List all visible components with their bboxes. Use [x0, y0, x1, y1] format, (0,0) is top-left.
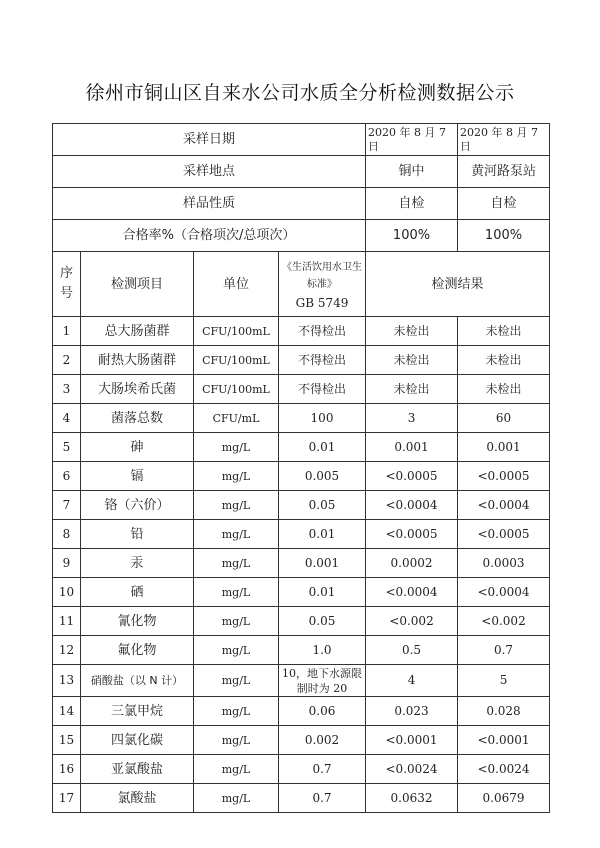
row-number: 1	[53, 317, 81, 346]
row-number: 9	[53, 549, 81, 578]
row-number: 6	[53, 462, 81, 491]
row-item: 大肠埃希氏菌	[81, 375, 194, 404]
row-item: 氰化物	[81, 607, 194, 636]
row-standard: 100	[279, 404, 366, 433]
row-standard: 0.06	[279, 697, 366, 726]
row-standard: 0.01	[279, 578, 366, 607]
row-item: 汞	[81, 549, 194, 578]
pass-rate-label: 合格率%（合格项次/总项次）	[53, 220, 366, 252]
row-result-1: 3	[366, 404, 458, 433]
row-unit: mg/L	[194, 636, 279, 665]
row-number: 15	[53, 726, 81, 755]
row-result-2: <0.002	[458, 607, 550, 636]
sample-nature-1: 自检	[366, 188, 458, 220]
row-result-1: <0.0004	[366, 491, 458, 520]
row-unit: mg/L	[194, 784, 279, 813]
row-unit: mg/L	[194, 665, 279, 697]
row-standard: 0.05	[279, 607, 366, 636]
row-item: 耐热大肠菌群	[81, 346, 194, 375]
table-row	[53, 578, 550, 607]
row-result-2: 0.0679	[458, 784, 550, 813]
table-row	[53, 491, 550, 520]
row-item: 氟化物	[81, 636, 194, 665]
table-row	[53, 607, 550, 636]
row-item: 硒	[81, 578, 194, 607]
row-standard: 0.005	[279, 462, 366, 491]
table-row	[53, 665, 550, 697]
row-item: 铬（六价）	[81, 491, 194, 520]
pass-rate-row	[53, 220, 550, 252]
table-row	[53, 433, 550, 462]
row-result-1: 0.0002	[366, 549, 458, 578]
pass-rate-1: 100%	[366, 220, 458, 252]
table-row	[53, 520, 550, 549]
data-rows	[53, 317, 550, 813]
row-standard: 10，地下水源限制时为 20	[279, 665, 366, 697]
sample-date-row	[53, 124, 550, 156]
standard-code: GB 5749	[295, 296, 349, 310]
col-seq-header: 序号	[53, 252, 81, 317]
row-number: 10	[53, 578, 81, 607]
row-result-1: 0.5	[366, 636, 458, 665]
sample-date-2: 2020 年 8 月 7 日	[458, 124, 550, 156]
row-item: 砷	[81, 433, 194, 462]
row-result-2: <0.0001	[458, 726, 550, 755]
row-result-1: <0.0005	[366, 462, 458, 491]
row-number: 2	[53, 346, 81, 375]
row-item: 菌落总数	[81, 404, 194, 433]
row-result-1: 0.001	[366, 433, 458, 462]
row-standard: 0.002	[279, 726, 366, 755]
row-item: 镉	[81, 462, 194, 491]
row-number: 16	[53, 755, 81, 784]
row-unit: CFU/100mL	[194, 346, 279, 375]
row-unit: CFU/100mL	[194, 317, 279, 346]
table-row	[53, 549, 550, 578]
row-result-2: <0.0005	[458, 520, 550, 549]
row-unit: mg/L	[194, 549, 279, 578]
row-number: 17	[53, 784, 81, 813]
sample-site-row	[53, 156, 550, 188]
table-row	[53, 317, 550, 346]
row-item: 四氯化碳	[81, 726, 194, 755]
row-result-1: 4	[366, 665, 458, 697]
row-standard: 0.05	[279, 491, 366, 520]
row-unit: mg/L	[194, 433, 279, 462]
column-header-row	[53, 252, 550, 317]
row-item: 氯酸盐	[81, 784, 194, 813]
row-item: 总大肠菌群	[81, 317, 194, 346]
table-row	[53, 697, 550, 726]
row-number: 14	[53, 697, 81, 726]
row-number: 5	[53, 433, 81, 462]
row-number: 12	[53, 636, 81, 665]
sample-date-1: 2020 年 8 月 7 日	[366, 124, 458, 156]
table-row	[53, 784, 550, 813]
sample-site-label: 采样地点	[53, 156, 366, 188]
row-result-2: 未检出	[458, 346, 550, 375]
row-result-1: <0.002	[366, 607, 458, 636]
row-unit: mg/L	[194, 697, 279, 726]
row-item: 三氯甲烷	[81, 697, 194, 726]
row-unit: mg/L	[194, 726, 279, 755]
row-item: 硝酸盐（以 N 计）	[81, 665, 194, 697]
table-row	[53, 636, 550, 665]
row-unit: CFU/mL	[194, 404, 279, 433]
row-result-2: 0.028	[458, 697, 550, 726]
water-quality-table	[52, 123, 550, 813]
table-row	[53, 375, 550, 404]
row-result-1: 未检出	[366, 317, 458, 346]
row-result-2: <0.0004	[458, 578, 550, 607]
row-number: 13	[53, 665, 81, 697]
sample-nature-label: 样品性质	[53, 188, 366, 220]
row-result-1: <0.0004	[366, 578, 458, 607]
row-result-2: <0.0004	[458, 491, 550, 520]
row-unit: mg/L	[194, 491, 279, 520]
row-standard: 不得检出	[279, 317, 366, 346]
table-row	[53, 404, 550, 433]
row-result-1: 未检出	[366, 375, 458, 404]
row-result-1: 0.023	[366, 697, 458, 726]
row-result-2: <0.0005	[458, 462, 550, 491]
pass-rate-2: 100%	[458, 220, 550, 252]
row-unit: mg/L	[194, 755, 279, 784]
row-standard: 0.01	[279, 433, 366, 462]
row-number: 4	[53, 404, 81, 433]
sample-site-2: 黄河路泵站	[458, 156, 550, 188]
sample-site-1: 铜中	[366, 156, 458, 188]
row-unit: CFU/100mL	[194, 375, 279, 404]
row-standard: 0.001	[279, 549, 366, 578]
row-result-2: 0.001	[458, 433, 550, 462]
col-item-header: 检测项目	[81, 252, 194, 317]
row-result-2: 0.7	[458, 636, 550, 665]
col-standard-header	[279, 252, 366, 317]
row-result-1: <0.0005	[366, 520, 458, 549]
table-row	[53, 462, 550, 491]
row-result-1: 0.0632	[366, 784, 458, 813]
col-unit-header: 单位	[194, 252, 279, 317]
row-standard: 0.7	[279, 784, 366, 813]
table-row	[53, 726, 550, 755]
row-standard: 0.7	[279, 755, 366, 784]
row-unit: mg/L	[194, 462, 279, 491]
row-result-2: <0.0024	[458, 755, 550, 784]
header-block	[53, 124, 550, 317]
row-number: 3	[53, 375, 81, 404]
row-standard: 不得检出	[279, 346, 366, 375]
row-item: 亚氯酸盐	[81, 755, 194, 784]
row-item: 铅	[81, 520, 194, 549]
standard-label: 《生活饮用水卫生标准》	[282, 262, 362, 290]
row-unit: mg/L	[194, 520, 279, 549]
row-result-2: 未检出	[458, 317, 550, 346]
row-result-2: 未检出	[458, 375, 550, 404]
row-unit: mg/L	[194, 578, 279, 607]
row-result-2: 60	[458, 404, 550, 433]
row-result-1: 未检出	[366, 346, 458, 375]
sample-nature-2: 自检	[458, 188, 550, 220]
sample-date-label: 采样日期	[53, 124, 366, 156]
row-standard: 不得检出	[279, 375, 366, 404]
row-result-2: 0.0003	[458, 549, 550, 578]
row-standard: 1.0	[279, 636, 366, 665]
table-row	[53, 346, 550, 375]
row-number: 8	[53, 520, 81, 549]
row-unit: mg/L	[194, 607, 279, 636]
col-result-header: 检测结果	[366, 252, 550, 317]
row-result-1: <0.0001	[366, 726, 458, 755]
row-number: 7	[53, 491, 81, 520]
row-result-2: 5	[458, 665, 550, 697]
row-standard: 0.01	[279, 520, 366, 549]
table-row	[53, 755, 550, 784]
sample-nature-row	[53, 188, 550, 220]
page-title: 徐州市铜山区自来水公司水质全分析检测数据公示	[85, 82, 515, 104]
row-result-1: <0.0024	[366, 755, 458, 784]
row-number: 11	[53, 607, 81, 636]
